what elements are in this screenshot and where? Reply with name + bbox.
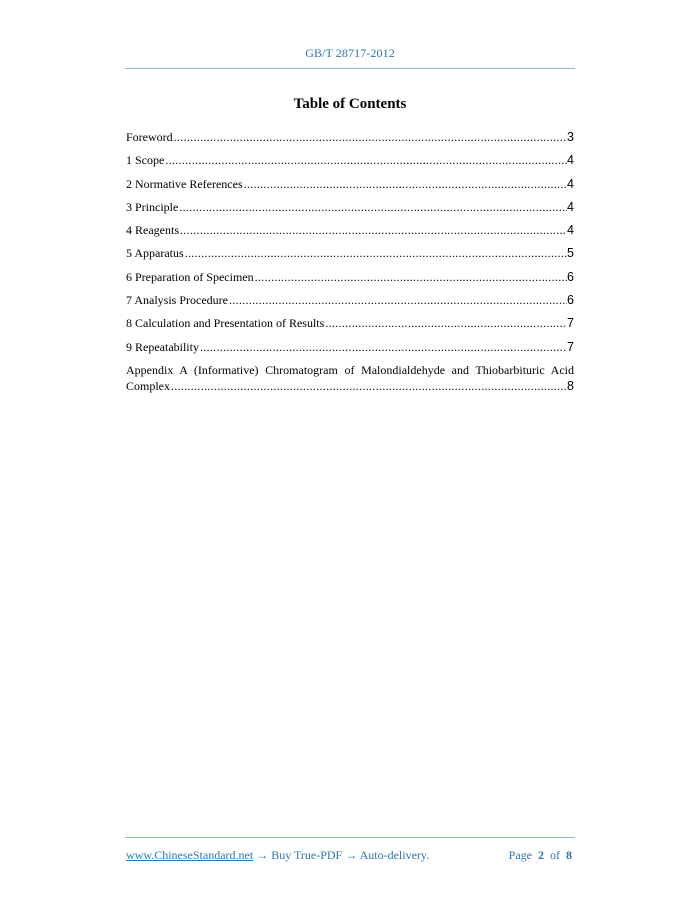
toc-entry-page: 7	[567, 339, 574, 354]
page-prefix: Page	[508, 848, 532, 862]
toc-entry-label: 1 Scope	[126, 153, 165, 168]
toc-entry-repeatability[interactable]	[126, 338, 574, 361]
toc-entry-foreword[interactable]	[126, 128, 574, 151]
auto-delivery-text: Auto-delivery.	[359, 848, 430, 862]
toc-entry-line2	[126, 378, 574, 394]
current-page-number: 2	[538, 848, 544, 862]
toc-dot-leader	[200, 339, 567, 355]
toc-entry-label: 2 Normative References	[126, 176, 243, 191]
toc-dot-leader	[179, 199, 567, 215]
toc-dot-leader	[171, 378, 567, 394]
footer-divider	[125, 837, 575, 838]
toc-entry-page: 6	[567, 293, 574, 308]
toc-entry-label: 6 Preparation of Specimen	[126, 269, 254, 284]
toc-entry-preparation-of-specimen[interactable]	[126, 268, 574, 291]
toc-entry-calculation-and-presentation[interactable]	[126, 314, 574, 337]
toc-dot-leader	[165, 152, 567, 168]
arrow-right-icon: →	[345, 848, 358, 862]
toc-title: Table of Contents	[293, 96, 407, 112]
toc-entry-principle[interactable]	[126, 198, 574, 221]
toc-entry-page: 8	[567, 378, 574, 393]
toc-entry-page: 6	[567, 269, 574, 284]
website-link[interactable]: www.ChineseStandard.net	[126, 848, 254, 862]
toc-entry-label-line1: Appendix A (Informative) Chromatogram of Malondialdehyde and Thiobarbituric Acid	[126, 362, 574, 377]
toc-entry-page: 4	[567, 153, 574, 168]
toc-entry-label: 8 Calculation and Presentation of Results	[126, 316, 325, 331]
toc-dot-leader	[174, 129, 567, 145]
toc-entry-label: 4 Reagents	[126, 223, 179, 238]
toc-entry-page: 4	[567, 199, 574, 214]
footer-promo	[126, 848, 429, 863]
toc-dot-leader	[229, 292, 567, 308]
toc-entry-label: 9 Repeatability	[126, 339, 199, 354]
total-pages-number: 8	[566, 848, 572, 862]
toc-entry-page: 7	[567, 316, 574, 331]
arrow-right-icon: →	[256, 848, 269, 862]
header-divider	[125, 68, 575, 69]
toc-entry-normative-references[interactable]	[126, 175, 574, 198]
toc-dot-leader	[180, 222, 567, 238]
toc-entry-page: 5	[567, 246, 574, 261]
toc-dot-leader	[185, 245, 567, 261]
toc-entry-page: 4	[567, 176, 574, 191]
toc-dot-leader	[255, 269, 567, 285]
toc-entry-scope[interactable]	[126, 151, 574, 174]
running-header: GB/T 28717-2012	[305, 46, 395, 60]
toc-entry-label: 7 Analysis Procedure	[126, 293, 228, 308]
page-indicator	[509, 848, 572, 863]
toc-entry-label: Foreword	[126, 130, 173, 144]
toc-entry-label: 3 Principle	[126, 199, 179, 214]
toc-entry-page: 3	[567, 130, 574, 144]
toc-entry-page: 4	[567, 223, 574, 238]
toc-dot-leader	[325, 315, 567, 331]
toc-entry-analysis-procedure[interactable]	[126, 291, 574, 314]
toc-dot-leader	[244, 176, 567, 192]
toc-entry-label: 5 Apparatus	[126, 246, 184, 261]
page-of-text: of	[550, 848, 560, 862]
toc-entry-label-line2: Complex	[126, 378, 170, 393]
toc-entry-apparatus[interactable]	[126, 244, 574, 267]
toc-entry-appendix-a[interactable]	[126, 361, 574, 394]
toc-entry-reagents[interactable]	[126, 221, 574, 244]
buy-true-pdf-text: Buy True-PDF	[271, 848, 343, 862]
table-of-contents	[126, 128, 574, 394]
